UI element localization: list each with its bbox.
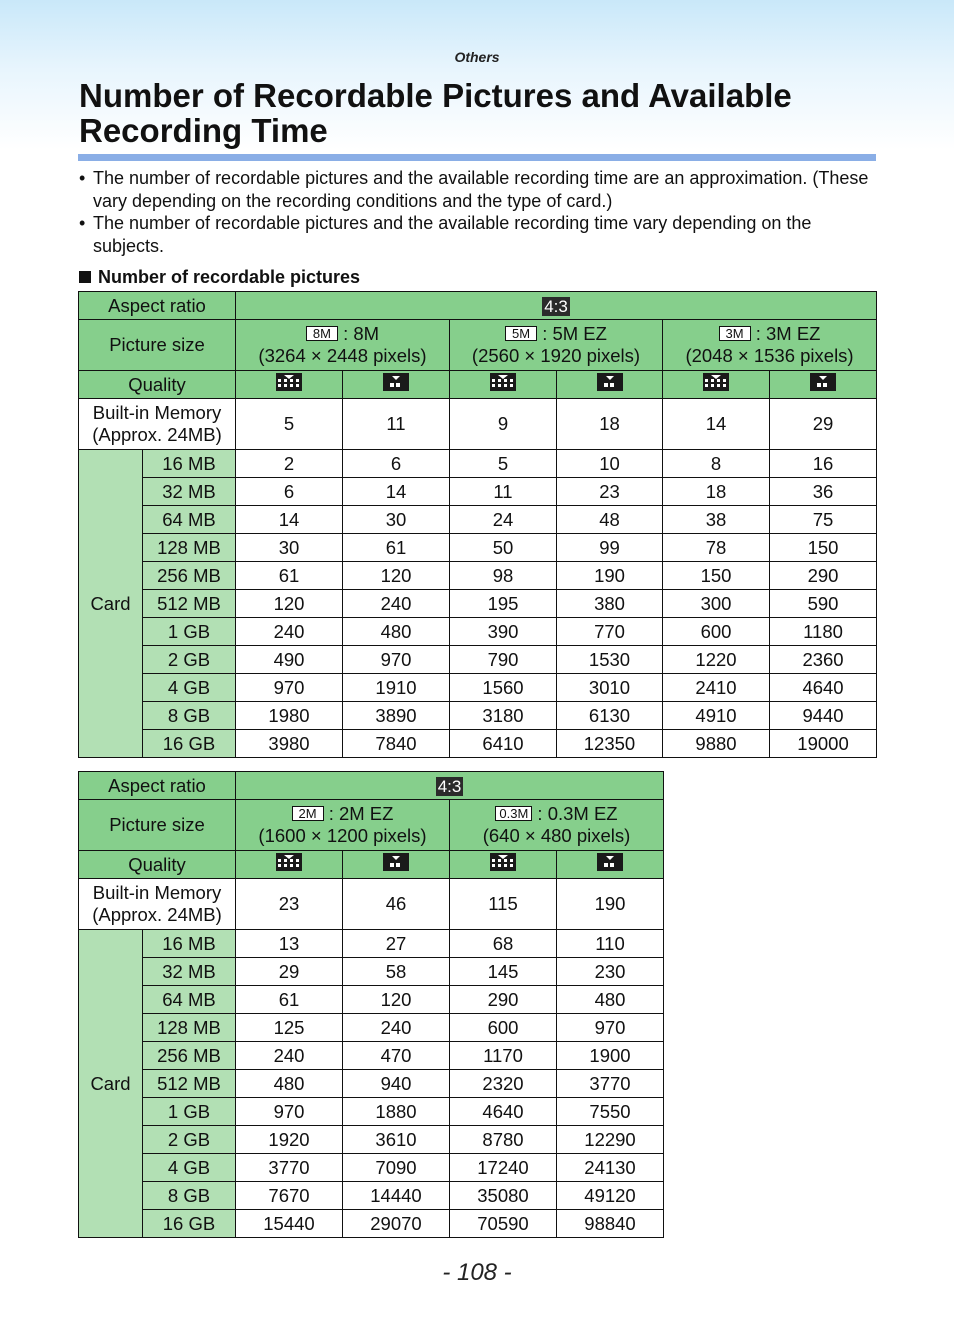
- picture-count: 490: [236, 646, 343, 674]
- picture-count: 1180: [770, 618, 877, 646]
- standard-quality-icon: [808, 371, 838, 398]
- picture-size-label: Picture size: [79, 320, 236, 371]
- picture-count: 8780: [450, 1126, 557, 1154]
- picture-count: 16: [770, 450, 877, 478]
- table-row: [79, 506, 877, 534]
- aspect-ratio-label: Aspect ratio: [79, 292, 236, 320]
- picture-count: 7090: [343, 1154, 450, 1182]
- picture-count: 2320: [450, 1070, 557, 1098]
- picture-count: 120: [343, 986, 450, 1014]
- picture-count: 30: [236, 534, 343, 562]
- table-row: [79, 450, 877, 478]
- table-row: [79, 958, 664, 986]
- picture-count: 29070: [343, 1210, 450, 1238]
- picture-count: 61: [343, 534, 450, 562]
- table-row: [79, 674, 877, 702]
- picture-size-name: : 8M: [343, 323, 380, 344]
- picture-count: 9880: [663, 730, 770, 758]
- picture-count: 4640: [770, 674, 877, 702]
- table-row: [79, 1154, 664, 1182]
- picture-count: 14: [236, 506, 343, 534]
- picture-count: 10: [557, 450, 663, 478]
- picture-count: 120: [343, 562, 450, 590]
- picture-size-cell: [236, 800, 450, 851]
- picture-size-pixels: (2560 × 1920 pixels): [471, 345, 641, 366]
- aspect-ratio-label: Aspect ratio: [79, 772, 236, 800]
- picture-count: 970: [236, 674, 343, 702]
- picture-count: 120: [236, 590, 343, 618]
- card-capacity: 2 GB: [143, 646, 236, 674]
- picture-count: 480: [557, 986, 664, 1014]
- builtin-memory-value: 190: [557, 879, 664, 930]
- picture-count: 150: [770, 534, 877, 562]
- builtin-memory-line1: Built-in Memory: [92, 882, 222, 903]
- picture-size-pixels: (3264 × 2448 pixels): [258, 345, 427, 366]
- picture-count: 480: [343, 618, 450, 646]
- picture-count: 8: [663, 450, 770, 478]
- card-label: Card: [79, 450, 143, 758]
- table-row: [79, 1126, 664, 1154]
- picture-count: 3770: [557, 1070, 664, 1098]
- picture-count: 240: [343, 1014, 450, 1042]
- picture-size-name: : 3M EZ: [755, 323, 821, 344]
- picture-size-cell: [450, 320, 663, 371]
- picture-count: 770: [557, 618, 663, 646]
- recordable-pictures-table-1: [78, 291, 877, 758]
- table-row: [79, 618, 877, 646]
- quality-cell: [343, 851, 450, 879]
- standard-quality-icon: [595, 851, 625, 878]
- picture-count: 75: [770, 506, 877, 534]
- quality-cell: [236, 851, 343, 879]
- table-row: [79, 1098, 664, 1126]
- picture-size-5m-icon: 5M: [505, 326, 537, 341]
- table-row: [79, 534, 877, 562]
- picture-count: 300: [663, 590, 770, 618]
- card-capacity: 4 GB: [143, 1154, 236, 1182]
- picture-count: 390: [450, 618, 557, 646]
- picture-count: 19000: [770, 730, 877, 758]
- builtin-memory-value: 29: [770, 399, 877, 450]
- card-capacity: 128 MB: [143, 1014, 236, 1042]
- picture-count: 3890: [343, 702, 450, 730]
- picture-count: 1900: [557, 1042, 664, 1070]
- picture-count: 230: [557, 958, 664, 986]
- picture-count: 590: [770, 590, 877, 618]
- picture-count: 1220: [663, 646, 770, 674]
- picture-size-name: : 2M EZ: [328, 803, 394, 824]
- picture-count: 7670: [236, 1182, 343, 1210]
- picture-count: 1170: [450, 1042, 557, 1070]
- quality-cell: [557, 371, 663, 399]
- card-capacity: 128 MB: [143, 534, 236, 562]
- fine-quality-icon: [701, 371, 731, 398]
- builtin-memory-value: 11: [343, 399, 450, 450]
- builtin-memory-line2: (Approx. 24MB): [92, 424, 222, 445]
- card-capacity: 2 GB: [143, 1126, 236, 1154]
- quality-cell: [450, 371, 557, 399]
- quality-cell: [770, 371, 877, 399]
- picture-count: 1880: [343, 1098, 450, 1126]
- picture-count: 9440: [770, 702, 877, 730]
- picture-count: 6410: [450, 730, 557, 758]
- picture-size-2m-icon: 2M: [292, 806, 324, 821]
- picture-count: 13: [236, 930, 343, 958]
- picture-size-0.3m-icon: 0.3M: [495, 806, 532, 821]
- table-row: [79, 1042, 664, 1070]
- picture-count: 6130: [557, 702, 663, 730]
- picture-count: 49120: [557, 1182, 664, 1210]
- quality-cell: [343, 371, 450, 399]
- picture-count: 1560: [450, 674, 557, 702]
- picture-count: 290: [770, 562, 877, 590]
- picture-count: 30: [343, 506, 450, 534]
- section-label: Others: [454, 49, 500, 65]
- bullet-list: [79, 167, 879, 257]
- picture-count: 35080: [450, 1182, 557, 1210]
- picture-count: 3610: [343, 1126, 450, 1154]
- picture-count: 48: [557, 506, 663, 534]
- picture-count: 15440: [236, 1210, 343, 1238]
- table-row: [79, 646, 877, 674]
- card-capacity: 256 MB: [143, 562, 236, 590]
- table-row: [79, 702, 877, 730]
- picture-size-3m-icon: 3M: [719, 326, 751, 341]
- standard-quality-icon: [381, 851, 411, 878]
- builtin-memory-line1: Built-in Memory: [92, 402, 222, 423]
- picture-count: 790: [450, 646, 557, 674]
- picture-count: 4640: [450, 1098, 557, 1126]
- card-label: Card: [79, 930, 143, 1238]
- builtin-memory-value: 115: [450, 879, 557, 930]
- card-capacity: 16 GB: [143, 1210, 236, 1238]
- card-capacity: 256 MB: [143, 1042, 236, 1070]
- picture-count: 78: [663, 534, 770, 562]
- table-row: [79, 730, 877, 758]
- table-row: [79, 1070, 664, 1098]
- picture-count: 1920: [236, 1126, 343, 1154]
- picture-count: 98: [450, 562, 557, 590]
- fine-quality-icon: [488, 851, 518, 878]
- sub-heading-text: Number of recordable pictures: [98, 267, 361, 287]
- picture-count: 11: [450, 478, 557, 506]
- picture-count: 125: [236, 1014, 343, 1042]
- picture-count: 470: [343, 1042, 450, 1070]
- picture-count: 190: [557, 562, 663, 590]
- picture-count: 7550: [557, 1098, 664, 1126]
- table-row: [79, 986, 664, 1014]
- card-capacity: 512 MB: [143, 590, 236, 618]
- table-row: [79, 930, 664, 958]
- picture-count: 68: [450, 930, 557, 958]
- builtin-memory-label: [79, 879, 236, 930]
- builtin-memory-value: 14: [663, 399, 770, 450]
- picture-count: 3770: [236, 1154, 343, 1182]
- builtin-memory-value: 18: [557, 399, 663, 450]
- picture-count: 58: [343, 958, 450, 986]
- picture-count: 970: [557, 1014, 664, 1042]
- picture-count: 3180: [450, 702, 557, 730]
- picture-size-pixels: (1600 × 1200 pixels): [258, 825, 427, 846]
- picture-count: 480: [236, 1070, 343, 1098]
- aspect-ratio-value: [236, 772, 664, 800]
- card-capacity: 8 GB: [143, 702, 236, 730]
- square-bullet-icon: [79, 271, 91, 283]
- page-title: Number of Recordable Pictures and Available Recording Time: [79, 77, 792, 149]
- picture-count: 1530: [557, 646, 663, 674]
- picture-count: 970: [343, 646, 450, 674]
- table-row: [79, 478, 877, 506]
- picture-size-name: : 5M EZ: [542, 323, 607, 344]
- picture-count: 2360: [770, 646, 877, 674]
- picture-size-cell: [236, 320, 450, 371]
- card-capacity: 64 MB: [143, 506, 236, 534]
- picture-size-cell: [663, 320, 877, 371]
- table-row: [79, 1182, 664, 1210]
- card-capacity: 16 MB: [143, 450, 236, 478]
- picture-count: 2: [236, 450, 343, 478]
- quality-label: Quality: [79, 851, 236, 879]
- picture-count: 6: [236, 478, 343, 506]
- builtin-memory-value: 5: [236, 399, 343, 450]
- picture-size-cell: [450, 800, 664, 851]
- builtin-memory-value: 9: [450, 399, 557, 450]
- card-capacity: 1 GB: [143, 1098, 236, 1126]
- table-row: [79, 1014, 664, 1042]
- picture-count: 1980: [236, 702, 343, 730]
- picture-count: 150: [663, 562, 770, 590]
- picture-count: 50: [450, 534, 557, 562]
- card-capacity: 16 GB: [143, 730, 236, 758]
- quality-cell: [663, 371, 770, 399]
- table-row: [79, 1210, 664, 1238]
- builtin-memory-value: 46: [343, 879, 450, 930]
- title-rule: [78, 154, 876, 161]
- picture-count: 18: [663, 478, 770, 506]
- picture-count: 23: [557, 478, 663, 506]
- picture-count: 61: [236, 986, 343, 1014]
- quality-cell: [450, 851, 557, 879]
- picture-count: 29: [236, 958, 343, 986]
- picture-count: 27: [343, 930, 450, 958]
- picture-size-label: Picture size: [79, 800, 236, 851]
- card-capacity: 16 MB: [143, 930, 236, 958]
- builtin-memory-label: [79, 399, 236, 450]
- picture-count: 14440: [343, 1182, 450, 1210]
- picture-count: 7840: [343, 730, 450, 758]
- aspect-ratio-badge: 4:3: [544, 296, 568, 316]
- picture-count: 24130: [557, 1154, 664, 1182]
- picture-count: 240: [236, 618, 343, 646]
- picture-count: 70590: [450, 1210, 557, 1238]
- builtin-memory-line2: (Approx. 24MB): [92, 904, 222, 925]
- picture-count: 12290: [557, 1126, 664, 1154]
- picture-count: 940: [343, 1070, 450, 1098]
- picture-count: 2410: [663, 674, 770, 702]
- picture-count: 195: [450, 590, 557, 618]
- recordable-pictures-table-2: [78, 771, 664, 1238]
- aspect-ratio-value: [236, 292, 877, 320]
- picture-count: 36: [770, 478, 877, 506]
- quality-label: Quality: [79, 371, 236, 399]
- picture-size-pixels: (640 × 480 pixels): [482, 825, 631, 846]
- bullet-item: • The number of recordable pictures and the available recording time vary depending on the subjects.: [79, 212, 879, 257]
- picture-count: 61: [236, 562, 343, 590]
- picture-count: 5: [450, 450, 557, 478]
- picture-count: 240: [343, 590, 450, 618]
- builtin-memory-value: 23: [236, 879, 343, 930]
- standard-quality-icon: [381, 371, 411, 398]
- card-capacity: 4 GB: [143, 674, 236, 702]
- page-number: - 108 -: [442, 1259, 512, 1286]
- picture-count: 970: [236, 1098, 343, 1126]
- table-row: [79, 562, 877, 590]
- card-capacity: 64 MB: [143, 986, 236, 1014]
- fine-quality-icon: [488, 371, 518, 398]
- picture-size-8m-icon: 8M: [306, 326, 338, 341]
- picture-count: 3010: [557, 674, 663, 702]
- bullet-item: • The number of recordable pictures and the available recording time are an approximation. (These vary depending on the recording conditions and the type of card.): [79, 167, 879, 212]
- card-capacity: 8 GB: [143, 1182, 236, 1210]
- quality-cell: [557, 851, 664, 879]
- fine-quality-icon: [274, 371, 304, 398]
- picture-count: 380: [557, 590, 663, 618]
- standard-quality-icon: [595, 371, 625, 398]
- picture-count: 1910: [343, 674, 450, 702]
- picture-count: 4910: [663, 702, 770, 730]
- fine-quality-icon: [274, 851, 304, 878]
- card-capacity: 32 MB: [143, 478, 236, 506]
- picture-size-name: : 0.3M EZ: [537, 803, 618, 824]
- card-capacity: 512 MB: [143, 1070, 236, 1098]
- picture-count: 600: [450, 1014, 557, 1042]
- aspect-ratio-badge: 4:3: [437, 776, 462, 796]
- picture-count: 290: [450, 986, 557, 1014]
- card-capacity: 32 MB: [143, 958, 236, 986]
- picture-size-pixels: (2048 × 1536 pixels): [685, 345, 854, 366]
- picture-count: 17240: [450, 1154, 557, 1182]
- picture-count: 240: [236, 1042, 343, 1070]
- picture-count: 14: [343, 478, 450, 506]
- picture-count: 6: [343, 450, 450, 478]
- picture-count: 99: [557, 534, 663, 562]
- picture-count: 38: [663, 506, 770, 534]
- picture-count: 12350: [557, 730, 663, 758]
- picture-count: 98840: [557, 1210, 664, 1238]
- sub-heading: [79, 266, 360, 288]
- table-row: [79, 590, 877, 618]
- picture-count: 600: [663, 618, 770, 646]
- card-capacity: 1 GB: [143, 618, 236, 646]
- picture-count: 145: [450, 958, 557, 986]
- picture-count: 3980: [236, 730, 343, 758]
- picture-count: 110: [557, 930, 664, 958]
- picture-count: 24: [450, 506, 557, 534]
- quality-cell: [236, 371, 343, 399]
